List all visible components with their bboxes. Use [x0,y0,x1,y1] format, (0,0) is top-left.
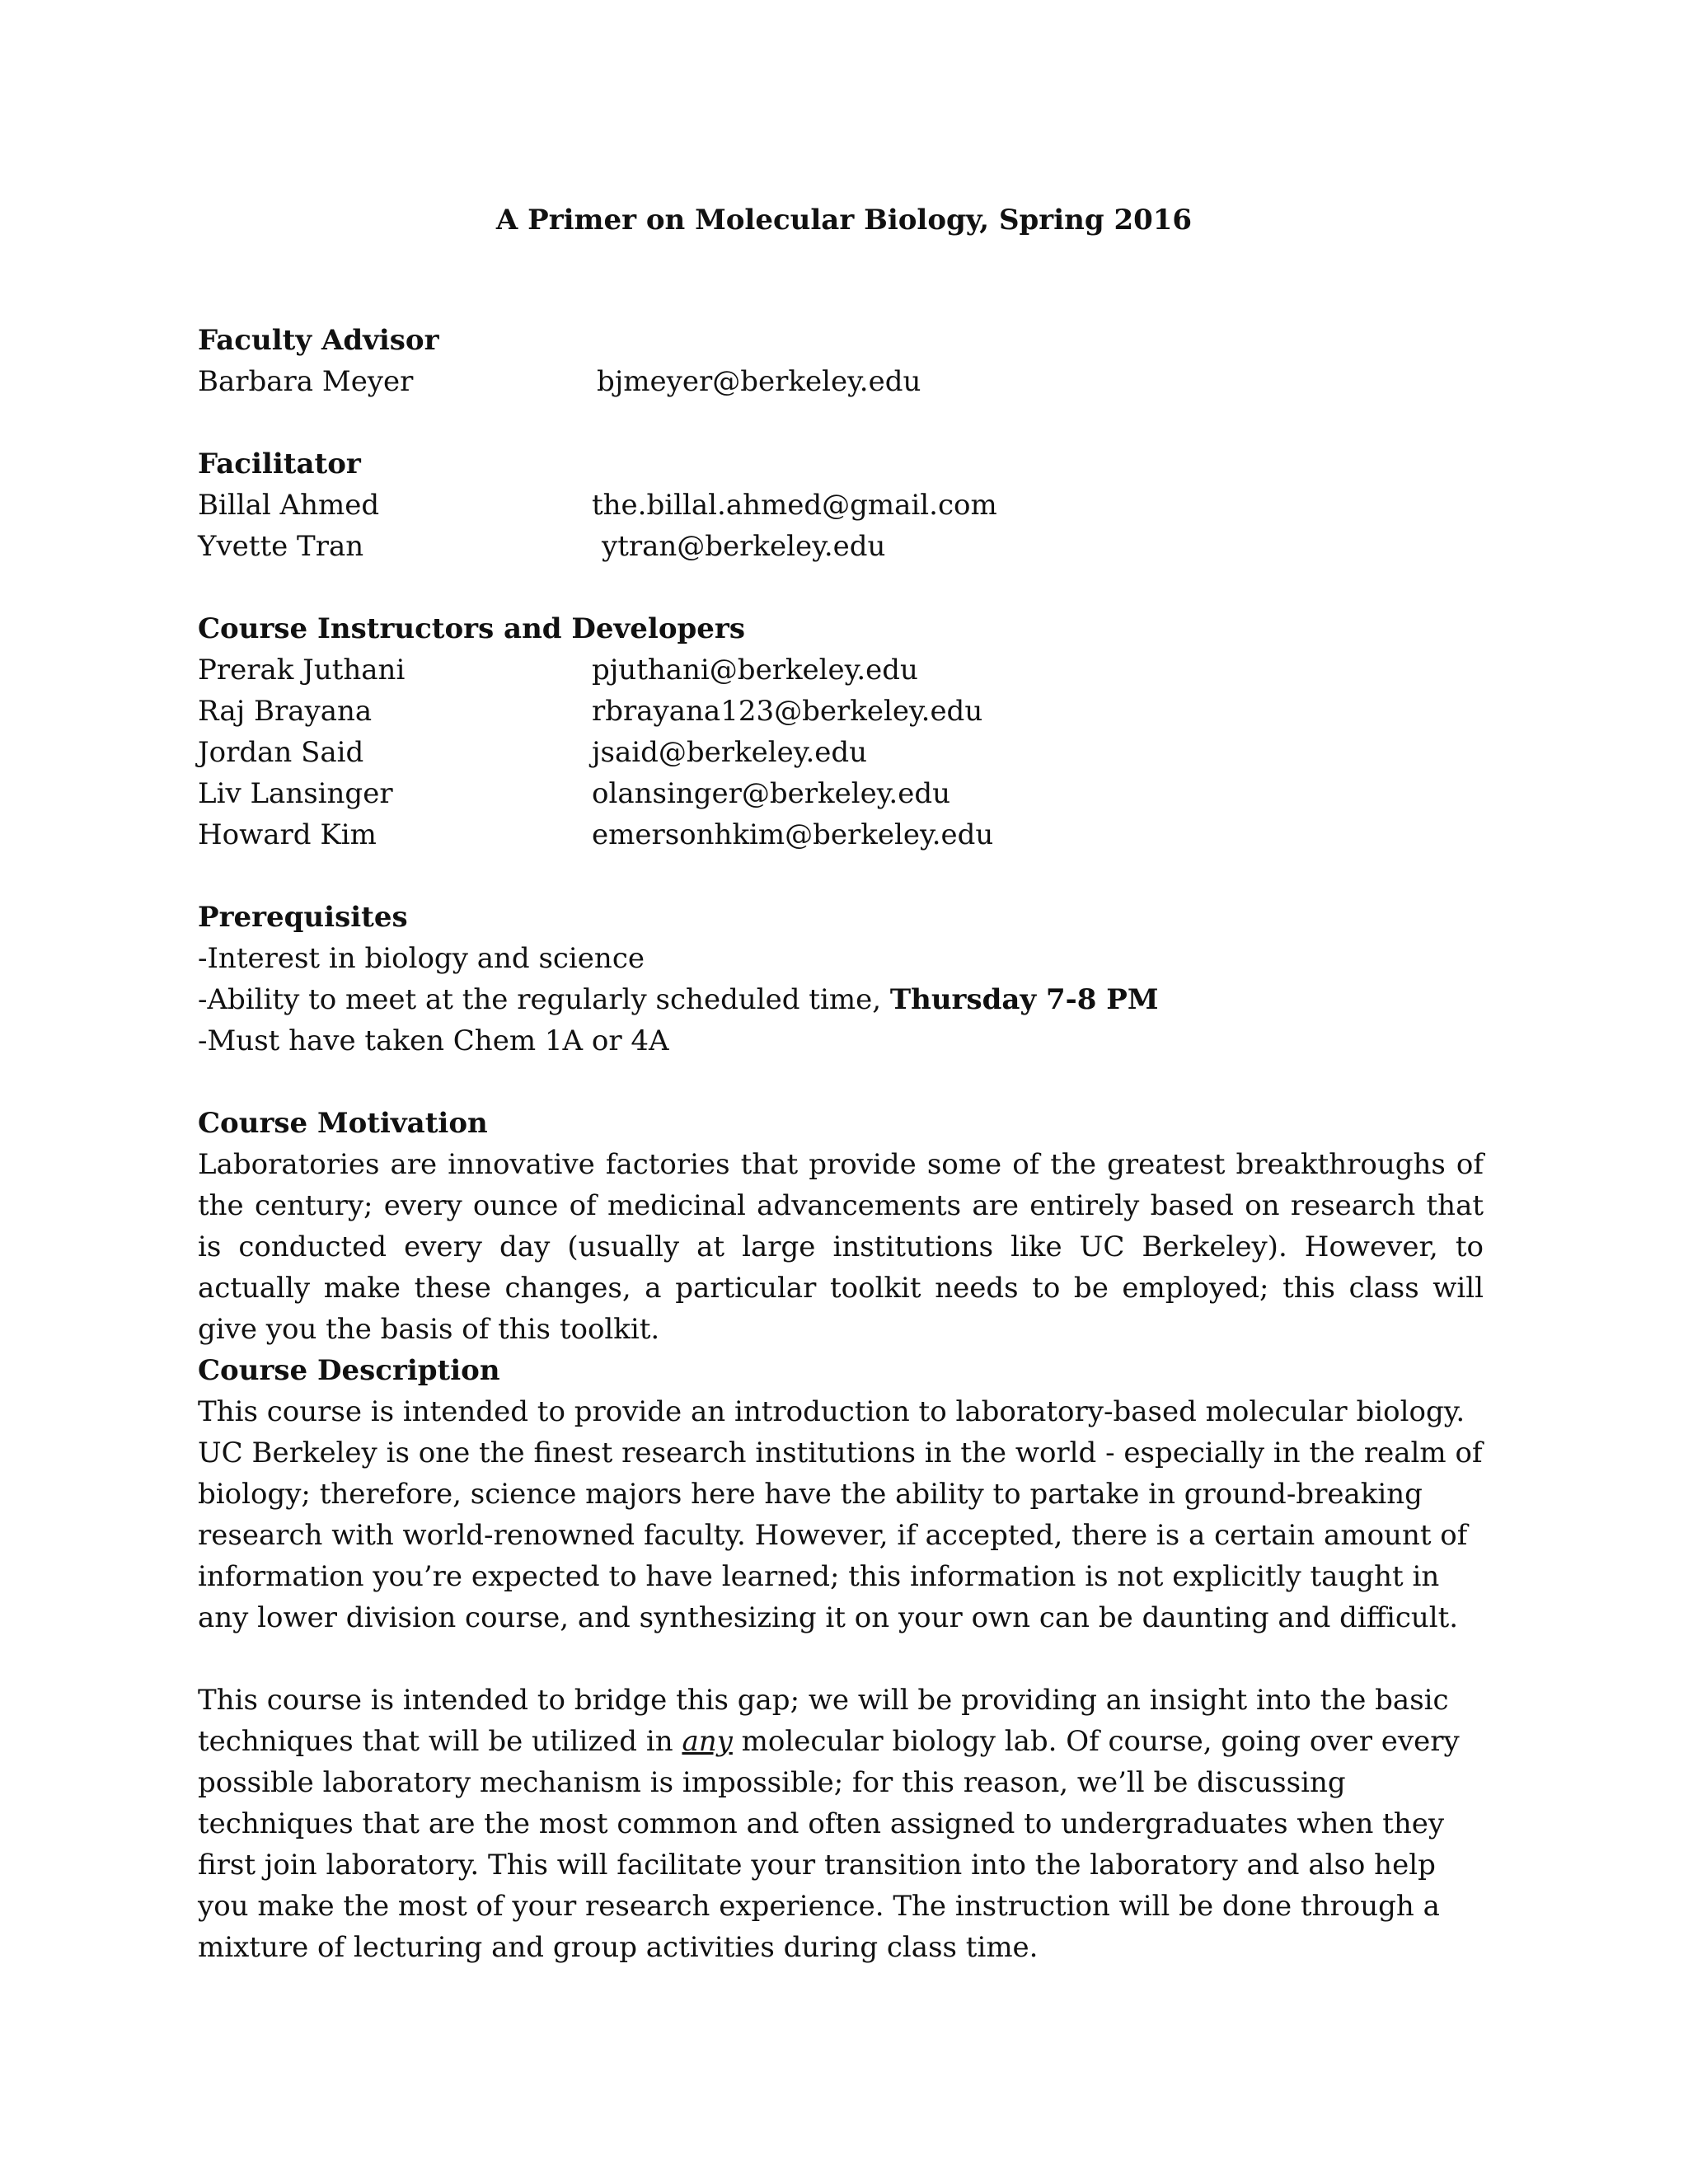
contact-row [198,691,1484,732]
contact-name: Raj Brayana [198,695,373,728]
meeting-time: Thursday 7-8 PM [889,983,1159,1016]
contact-row [198,485,1484,526]
prerequisites-heading: Prerequisites [198,901,408,934]
instructors-section [198,608,1484,855]
contact-row [198,361,1484,402]
description-paragraph [198,1680,1484,1968]
prerequisite-item: -Interest in biology and science [198,942,645,975]
motivation-paragraph: Laboratories are innovative factories that provide some of the greatest breakthroughs of the century; every ounce of medicinal advancements are entirely based on research that is conducted every day (usually at large institutions like UC Berkeley). However, to actually make these changes, a particular toolkit needs to be employed; this class will give you the basis of this toolkit. [198,1148,1484,1346]
contact-name: Barbara Meyer [198,365,414,398]
contact-email: jsaid@berkeley.edu [592,736,868,769]
faculty-advisor-section [198,320,1484,402]
contact-name: Jordan Said [198,736,364,769]
facilitator-heading: Facilitator [198,448,361,480]
contact-email: emersonhkim@berkeley.edu [592,818,994,851]
motivation-section [198,1103,1484,1350]
contact-email: bjmeyer@berkeley.edu [597,365,921,398]
description-section [198,1350,1484,1638]
contact-name: Billal Ahmed [198,489,380,522]
description-text: This course is intended to bridge this gap; we will be providing an insight into the basic techniques that will be utilized in [198,1684,1449,1758]
contact-email: pjuthani@berkeley.edu [592,654,918,687]
contact-name: Yvette Tran [198,530,364,563]
description-text: molecular biology lab. Of course, going over every possible laboratory mechanism is impossible; for this reason, we’ll be discussing techniques that are the most common and often assigned to undergraduates when they first join laboratory. This will facilitate your transition into the laboratory and also help you make the most of your research experience. The instruction will be done through a mixture of lecturing and group activities during class time. [198,1725,1460,1964]
facilitator-section [198,443,1484,567]
contact-name: Liv Lansinger [198,777,393,810]
emphasis-text: any [682,1725,733,1758]
contact-email: rbrayana123@berkeley.edu [592,695,983,728]
instructors-heading: Course Instructors and Developers [198,612,745,645]
contact-name: Howard Kim [198,818,377,851]
prerequisite-item [198,979,1484,1020]
contact-row [198,732,1484,773]
description-paragraph: This course is intended to provide an introduction to laboratory-based molecular biology. UC Berkeley is one the finest research institutions in the world - especially in the realm of biology; therefore, science majors here have the ability to partake in ground-breaking research with world-renowned faculty. However, if accepted, there is a certain amount of information you’re expected to have learned; this information is not explicitly taught in any lower division course, and synthesizing it on your own can be daunting and difficult. [198,1395,1483,1634]
description-paragraph-2-block [198,1680,1484,1968]
contact-row [198,649,1484,691]
contact-email: olansinger@berkeley.edu [592,777,951,810]
prerequisite-item: -Must have taken Chem 1A or 4A [198,1024,669,1057]
description-heading: Course Description [198,1354,500,1387]
document-title: A Primer on Molecular Biology, Spring 2016 [495,204,1193,237]
faculty-advisor-heading: Faculty Advisor [198,324,439,357]
contact-row [198,773,1484,814]
motivation-heading: Course Motivation [198,1107,488,1140]
prerequisite-text: -Ability to meet at the regularly scheduled time, [198,983,890,1016]
contact-name: Prerak Juthani [198,654,406,687]
contact-email: ytran@berkeley.edu [602,530,886,563]
prerequisites-section [198,897,1484,1062]
contact-email: the.billal.ahmed@gmail.com [592,489,997,522]
contact-row [198,526,1484,567]
contact-row [198,814,1484,855]
